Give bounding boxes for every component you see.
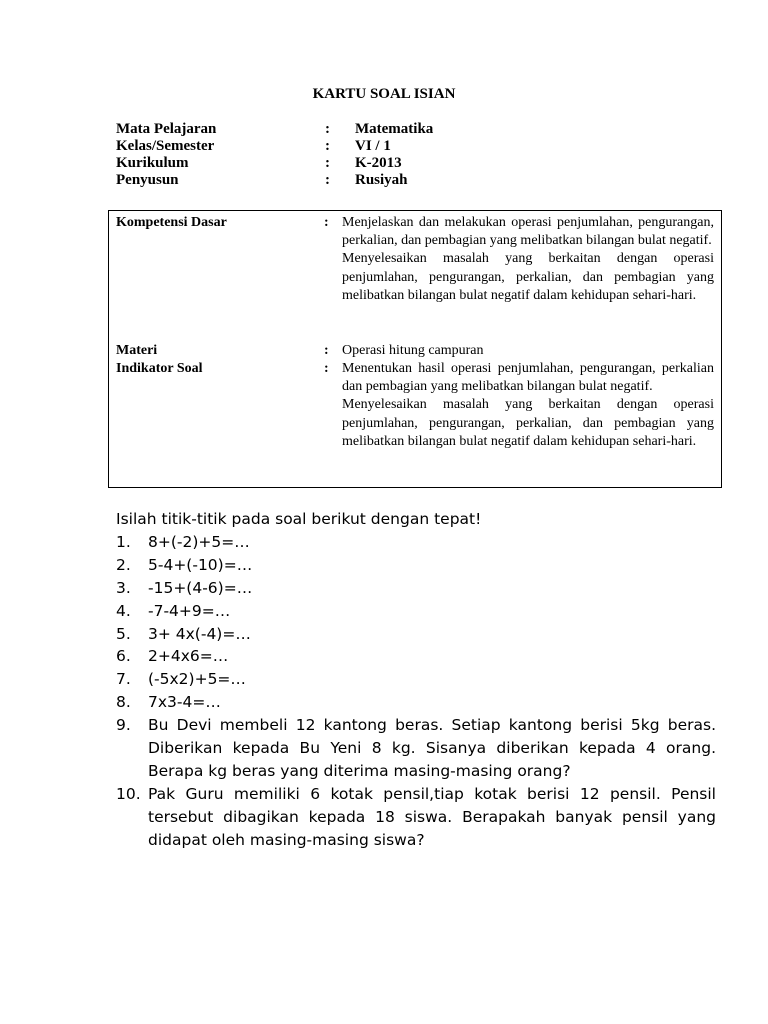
- meta-row-subject: [116, 121, 676, 138]
- meta-label: Kurikulum: [116, 155, 189, 171]
- indikator-label: Indikator Soal: [116, 361, 203, 376]
- question-number: 4.: [116, 601, 131, 620]
- materi-colon: :: [324, 343, 329, 358]
- question-number: 1.: [116, 532, 131, 551]
- question-section: [116, 508, 716, 852]
- document-title: KARTU SOAL ISIAN: [312, 86, 456, 102]
- indikator-text-2: Menyelesaikan masalah yang berkaitan dengan operasi penjumlahan, pengurangan, perkalian, dan pembagian yang melibatkan bilangan bulat negatif dalam kehidupan sehari-hari.: [342, 397, 714, 449]
- meta-label: Penyusun: [116, 172, 179, 188]
- question-text: 7x3-4=…: [148, 693, 221, 712]
- materi-label: Materi: [116, 343, 158, 358]
- question-item: [116, 554, 716, 577]
- question-list: [116, 531, 716, 852]
- question-number: 6.: [116, 647, 131, 666]
- meta-value: K-2013: [355, 155, 402, 171]
- question-number: 9.: [116, 716, 131, 735]
- meta-colon: :: [325, 121, 330, 137]
- question-number: 3.: [116, 578, 131, 597]
- question-item: [116, 645, 716, 668]
- question-item: [116, 783, 716, 852]
- question-text: 5-4+(-10)=…: [148, 555, 253, 574]
- question-text: 8+(-2)+5=…: [148, 532, 250, 551]
- meta-colon: :: [325, 172, 330, 188]
- question-text: Pak Guru memiliki 6 kotak pensil,tiap kotak berisi 12 pensil. Pensil tersebut dibagikan kepada 18 siswa. Berapakah banyak pensil yang didapat oleh masing-masing siswa?: [148, 784, 716, 849]
- question-number: 8.: [116, 693, 131, 712]
- meta-colon: :: [325, 155, 330, 171]
- instruction-text: Isilah titik-titik pada soal berikut dengan tepat!: [116, 510, 482, 528]
- meta-row-class: [116, 138, 676, 155]
- meta-row-author: [116, 172, 676, 189]
- question-text: 3+ 4x(-4)=…: [148, 624, 251, 643]
- question-text: -15+(4-6)=…: [148, 578, 253, 597]
- question-number: 5.: [116, 624, 131, 643]
- question-text: 2+4x6=…: [148, 647, 229, 666]
- meta-value: Rusiyah: [355, 172, 408, 188]
- row-indikator: [116, 360, 714, 451]
- question-item: [116, 577, 716, 600]
- competency-box: [108, 210, 722, 488]
- question-item: [116, 531, 716, 554]
- meta-label: Kelas/Semester: [116, 138, 215, 154]
- kompetensi-colon: :: [324, 215, 329, 230]
- meta-value: Matematika: [355, 121, 434, 137]
- meta-label: Mata Pelajaran: [116, 121, 217, 137]
- question-text: -7-4+9=…: [148, 601, 231, 620]
- question-text: Bu Devi membeli 12 kantong beras. Setiap kantong berisi 5kg beras. Diberikan kepada Bu Yeni 8 kg. Sisanya diberikan kepada 4 orang. Berapa kg beras yang diterima masing-masing orang?: [148, 716, 716, 780]
- row-materi: [116, 342, 714, 360]
- question-item: [116, 714, 716, 783]
- indikator-text-1: Menentukan hasil operasi penjumlahan, pengurangan, perkalian dan pembagian yang melibatkan bilangan bulat negatif.: [342, 361, 714, 395]
- kompetensi-label: Kompetensi Dasar: [116, 215, 227, 230]
- materi-text: Operasi hitung campuran: [342, 343, 484, 358]
- row-kompetensi: [116, 214, 714, 305]
- question-number: 2.: [116, 555, 131, 574]
- kompetensi-text-1: Menjelaskan dan melakukan operasi penjumlahan, pengurangan, perkalian, dan pembagian yang melibatkan bilangan bulat negatif.: [342, 215, 714, 249]
- question-item: [116, 691, 716, 714]
- question-number: 7.: [116, 670, 131, 689]
- meta-row-curriculum: [116, 155, 676, 172]
- question-text: (-5x2)+5=…: [148, 670, 246, 689]
- question-item: [116, 668, 716, 691]
- meta-value: VI / 1: [355, 138, 391, 154]
- kompetensi-value: [342, 214, 714, 305]
- indikator-colon: :: [324, 361, 329, 376]
- meta-colon: :: [325, 138, 330, 154]
- kompetensi-text-2: Menyelesaikan masalah yang berkaitan dengan operasi penjumlahan, pengurangan, perkalian, dan pembagian yang melibatkan bilangan bulat negatif dalam kehidupan sehari-hari.: [342, 251, 714, 303]
- materi-value: [342, 342, 714, 360]
- question-number: 10.: [116, 784, 141, 803]
- indikator-value: [342, 360, 714, 451]
- question-item: [116, 623, 716, 646]
- question-item: [116, 600, 716, 623]
- meta-info: [116, 121, 676, 189]
